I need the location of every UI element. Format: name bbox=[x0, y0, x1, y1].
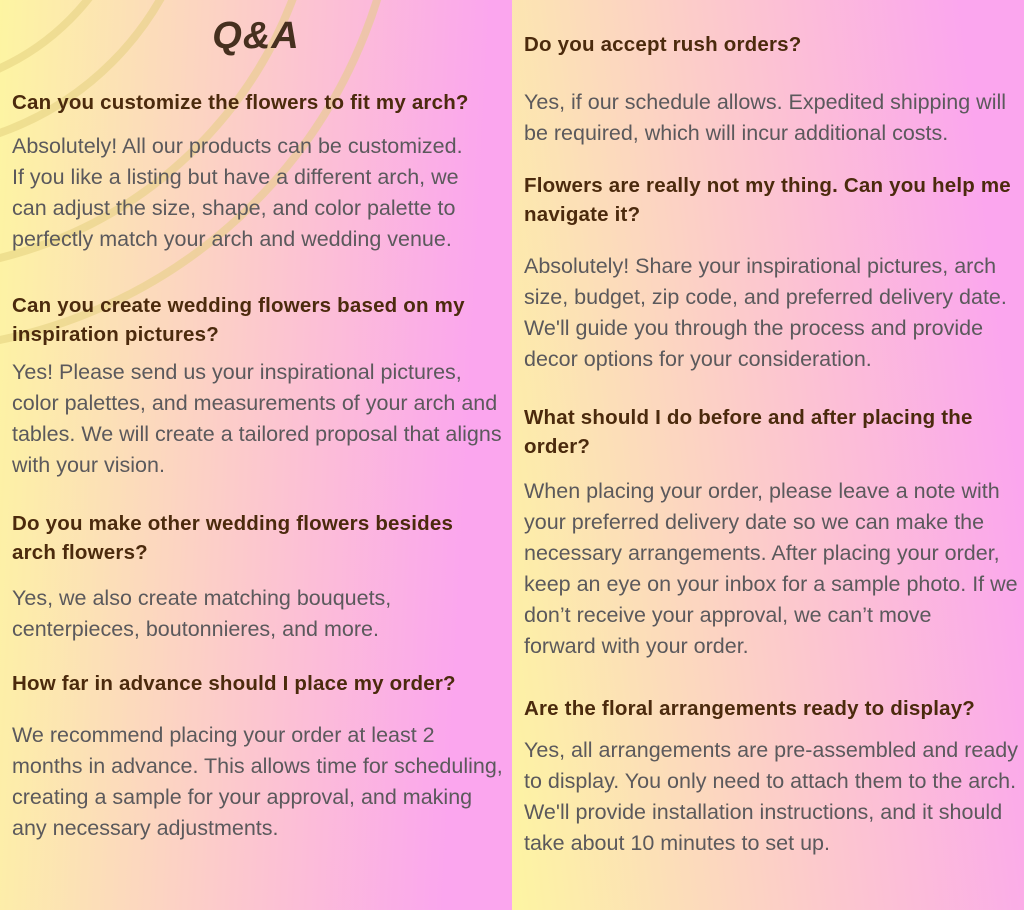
answer-line: Absolutely! All our products can be customized. bbox=[12, 134, 463, 158]
answer-text bbox=[512, 735, 1024, 859]
answer-text bbox=[0, 357, 512, 481]
answer-line: Yes, we also create matching bouquets, bbox=[12, 586, 392, 610]
question-line: Can you create wedding flowers based on my bbox=[12, 294, 465, 317]
answer-line: Yes! Please send us your inspirational pictures, bbox=[12, 360, 462, 384]
answer-text bbox=[0, 583, 512, 645]
answer-line: When placing your order, please leave a note with bbox=[524, 479, 1000, 503]
page-title: Q&A bbox=[212, 15, 300, 57]
answer-line: color palettes, and measurements of your arch and bbox=[12, 391, 498, 415]
answer-line: decor options for your consideration. bbox=[524, 347, 872, 371]
answer-line: be required, which will incur additional costs. bbox=[524, 121, 949, 145]
question-line: What should I do before and after placing the bbox=[524, 406, 973, 429]
answer-line: creating a sample for your approval, and making bbox=[12, 785, 473, 809]
answer-line: tables. We will create a tailored proposal that aligns bbox=[12, 422, 502, 446]
question-text bbox=[0, 291, 512, 349]
answer-line: can adjust the size, shape, and color palette to bbox=[12, 196, 456, 220]
faq-list-left bbox=[0, 88, 512, 844]
question-text bbox=[512, 171, 1024, 229]
question-text bbox=[512, 694, 1024, 723]
answer-text bbox=[0, 720, 512, 844]
answer-line: If you like a listing but have a different arch, we bbox=[12, 165, 459, 189]
question-text bbox=[0, 509, 512, 567]
answer-text bbox=[512, 87, 1024, 149]
answer-line: your preferred delivery date so we can make the bbox=[524, 510, 985, 534]
answer-line: centerpieces, boutonnieres, and more. bbox=[12, 617, 379, 641]
answer-line: We'll guide you through the process and provide bbox=[524, 316, 984, 340]
question-text bbox=[512, 30, 1024, 59]
question-line: Do you make other wedding flowers besides bbox=[12, 512, 454, 535]
answer-line: necessary arrangements. After placing your order, bbox=[524, 541, 1000, 565]
question-text bbox=[0, 88, 512, 117]
question-line: How far in advance should I place my order? bbox=[12, 672, 456, 695]
answer-line: Absolutely! Share your inspirational pictures, arch bbox=[524, 254, 997, 278]
answer-line: Yes, if our schedule allows. Expedited shipping will bbox=[524, 90, 1007, 114]
answer-line: forward with your order. bbox=[524, 634, 749, 658]
answer-line: We'll provide installation instructions, and it should bbox=[524, 800, 1003, 824]
faq-list-right bbox=[512, 30, 1024, 859]
answer-line: Yes, all arrangements are pre-assembled and ready bbox=[524, 738, 1018, 762]
question-text bbox=[512, 403, 1024, 461]
answer-line: We recommend placing your order at least 2 bbox=[12, 723, 435, 747]
answer-line: to display. You only need to attach them to the arch. bbox=[524, 769, 1017, 793]
answer-line: months in advance. This allows time for scheduling, bbox=[12, 754, 503, 778]
answer-text bbox=[0, 131, 512, 255]
answer-line: don’t receive your approval, we can’t move bbox=[524, 603, 932, 627]
question-line: Can you customize the flowers to fit my arch? bbox=[12, 91, 469, 114]
answer-line: any necessary adjustments. bbox=[12, 816, 279, 840]
question-line: Are the floral arrangements ready to display? bbox=[524, 697, 976, 720]
question-line: Flowers are really not my thing. Can you help me bbox=[524, 174, 1011, 197]
answer-line: keep an eye on your inbox for a sample photo. If we bbox=[524, 572, 1018, 596]
question-line: order? bbox=[524, 435, 591, 458]
faq-page-right bbox=[512, 0, 1024, 910]
answer-line: size, budget, zip code, and preferred delivery date. bbox=[524, 285, 1007, 309]
answer-text bbox=[512, 476, 1024, 662]
answer-line: perfectly match your arch and wedding venue. bbox=[12, 227, 452, 251]
answer-line: take about 10 minutes to set up. bbox=[524, 831, 830, 855]
question-line: Do you accept rush orders? bbox=[524, 33, 802, 56]
question-line: arch flowers? bbox=[12, 541, 148, 564]
question-line: navigate it? bbox=[524, 203, 641, 226]
answer-line: with your vision. bbox=[12, 453, 165, 477]
question-line: inspiration pictures? bbox=[12, 323, 219, 346]
question-text bbox=[0, 669, 512, 698]
answer-text bbox=[512, 251, 1024, 375]
